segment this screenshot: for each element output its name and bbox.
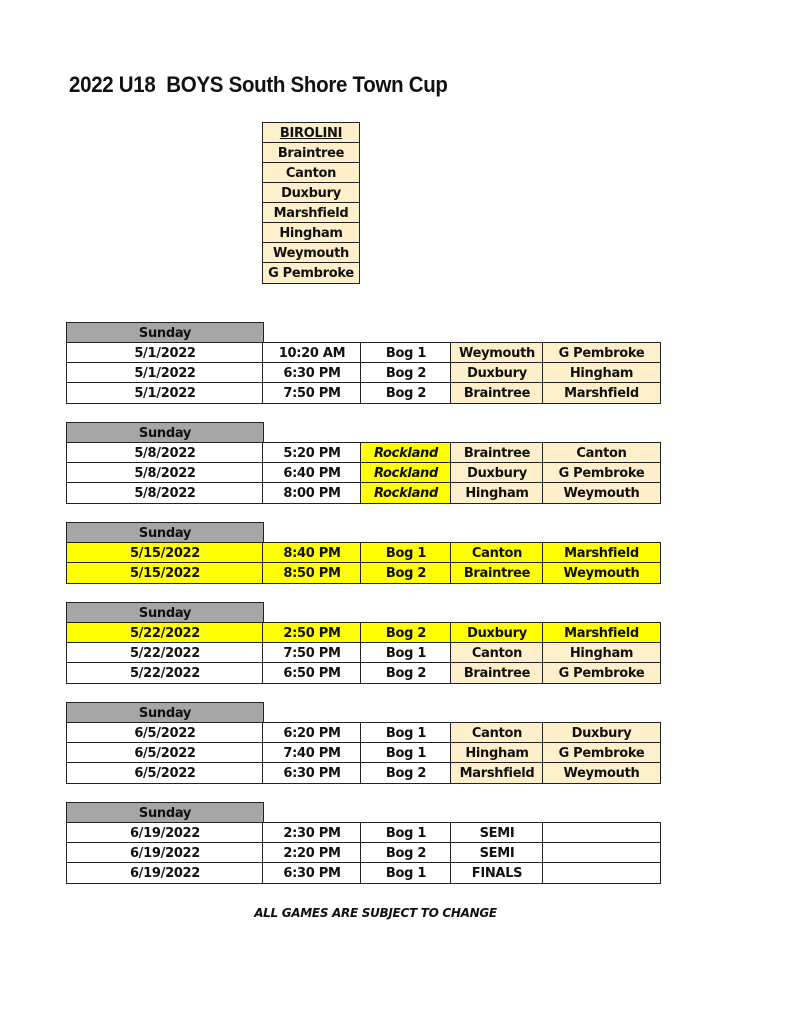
game-field-cell: Bog 1: [360, 742, 452, 764]
game-time-cell: 2:30 PM: [262, 822, 362, 844]
game-home-cell: Canton: [450, 722, 544, 744]
page-title: 2022 U18 BOYS South Shore Town Cup: [69, 72, 448, 97]
game-date-cell: 5/8/2022: [66, 482, 264, 504]
game-away-cell: Marshfield: [542, 542, 661, 564]
game-field-cell: Bog 2: [360, 562, 452, 584]
game-date-cell: 6/19/2022: [66, 842, 264, 864]
game-date-cell: 6/19/2022: [66, 822, 264, 844]
game-date-cell: 5/22/2022: [66, 642, 264, 664]
day-header: Sunday: [66, 322, 264, 344]
game-field-cell: Rockland: [360, 442, 452, 464]
game-time-cell: 5:20 PM: [262, 442, 362, 464]
game-home-cell: Braintree: [450, 382, 544, 404]
game-date-cell: 5/15/2022: [66, 562, 264, 584]
day-header: Sunday: [66, 802, 264, 824]
pool-header: BIROLINI: [262, 122, 360, 144]
game-home-cell: Marshfield: [450, 762, 544, 784]
game-date-cell: 5/1/2022: [66, 342, 264, 364]
game-date-cell: 6/5/2022: [66, 742, 264, 764]
game-date-cell: 5/1/2022: [66, 382, 264, 404]
game-home-cell: FINALS: [450, 862, 544, 884]
day-header: Sunday: [66, 702, 264, 724]
game-field-cell: Bog 2: [360, 842, 452, 864]
game-time-cell: 8:40 PM: [262, 542, 362, 564]
game-time-cell: 7:40 PM: [262, 742, 362, 764]
game-away-cell: G Pembroke: [542, 462, 661, 484]
pool-team: G Pembroke: [262, 262, 360, 284]
game-home-cell: SEMI: [450, 822, 544, 844]
game-field-cell: Bog 1: [360, 722, 452, 744]
pool-team: Canton: [262, 162, 360, 184]
game-away-cell: Marshfield: [542, 622, 661, 644]
game-field-cell: Bog 2: [360, 662, 452, 684]
day-header: Sunday: [66, 422, 264, 444]
game-away-cell: Hingham: [542, 362, 661, 384]
game-field-cell: Bog 2: [360, 762, 452, 784]
day-header: Sunday: [66, 522, 264, 544]
game-away-cell: G Pembroke: [542, 662, 661, 684]
game-home-cell: Weymouth: [450, 342, 544, 364]
game-away-cell: Hingham: [542, 642, 661, 664]
game-time-cell: 7:50 PM: [262, 382, 362, 404]
game-time-cell: 2:50 PM: [262, 622, 362, 644]
game-time-cell: 6:20 PM: [262, 722, 362, 744]
game-field-cell: Rockland: [360, 462, 452, 484]
game-home-cell: Duxbury: [450, 622, 544, 644]
game-away-cell: [542, 842, 661, 864]
game-away-cell: Weymouth: [542, 482, 661, 504]
game-time-cell: 6:30 PM: [262, 862, 362, 884]
game-field-cell: Bog 1: [360, 862, 452, 884]
game-date-cell: 5/1/2022: [66, 362, 264, 384]
game-date-cell: 5/8/2022: [66, 442, 264, 464]
game-home-cell: Braintree: [450, 442, 544, 464]
game-away-cell: Marshfield: [542, 382, 661, 404]
game-date-cell: 5/8/2022: [66, 462, 264, 484]
game-home-cell: SEMI: [450, 842, 544, 864]
game-field-cell: Rockland: [360, 482, 452, 504]
game-home-cell: Canton: [450, 542, 544, 564]
pool-team: Hingham: [262, 222, 360, 244]
game-time-cell: 8:50 PM: [262, 562, 362, 584]
game-home-cell: Braintree: [450, 562, 544, 584]
pool-team: Weymouth: [262, 242, 360, 264]
game-away-cell: [542, 822, 661, 844]
game-field-cell: Bog 1: [360, 642, 452, 664]
game-time-cell: 6:30 PM: [262, 362, 362, 384]
game-away-cell: Duxbury: [542, 722, 661, 744]
game-date-cell: 5/22/2022: [66, 662, 264, 684]
game-away-cell: G Pembroke: [542, 742, 661, 764]
game-away-cell: [542, 862, 661, 884]
game-date-cell: 6/5/2022: [66, 762, 264, 784]
game-field-cell: Bog 1: [360, 822, 452, 844]
game-field-cell: Bog 2: [360, 362, 452, 384]
pool-team: Marshfield: [262, 202, 360, 224]
game-date-cell: 5/22/2022: [66, 622, 264, 644]
game-away-cell: Canton: [542, 442, 661, 464]
pool-team: Duxbury: [262, 182, 360, 204]
game-field-cell: Bog 2: [360, 622, 452, 644]
game-time-cell: 6:50 PM: [262, 662, 362, 684]
game-home-cell: Hingham: [450, 742, 544, 764]
game-time-cell: 6:30 PM: [262, 762, 362, 784]
game-home-cell: Duxbury: [450, 462, 544, 484]
game-date-cell: 5/15/2022: [66, 542, 264, 564]
pool-team: Braintree: [262, 142, 360, 164]
game-field-cell: Bog 1: [360, 542, 452, 564]
game-home-cell: Duxbury: [450, 362, 544, 384]
game-home-cell: Hingham: [450, 482, 544, 504]
game-field-cell: Bog 1: [360, 342, 452, 364]
game-time-cell: 7:50 PM: [262, 642, 362, 664]
game-home-cell: Braintree: [450, 662, 544, 684]
game-time-cell: 6:40 PM: [262, 462, 362, 484]
game-time-cell: 8:00 PM: [262, 482, 362, 504]
footer-note: ALL GAMES ARE SUBJECT TO CHANGE: [254, 906, 497, 920]
game-away-cell: Weymouth: [542, 762, 661, 784]
game-time-cell: 2:20 PM: [262, 842, 362, 864]
game-field-cell: Bog 2: [360, 382, 452, 404]
day-header: Sunday: [66, 602, 264, 624]
game-away-cell: G Pembroke: [542, 342, 661, 364]
game-date-cell: 6/5/2022: [66, 722, 264, 744]
game-away-cell: Weymouth: [542, 562, 661, 584]
game-date-cell: 6/19/2022: [66, 862, 264, 884]
game-time-cell: 10:20 AM: [262, 342, 362, 364]
game-home-cell: Canton: [450, 642, 544, 664]
